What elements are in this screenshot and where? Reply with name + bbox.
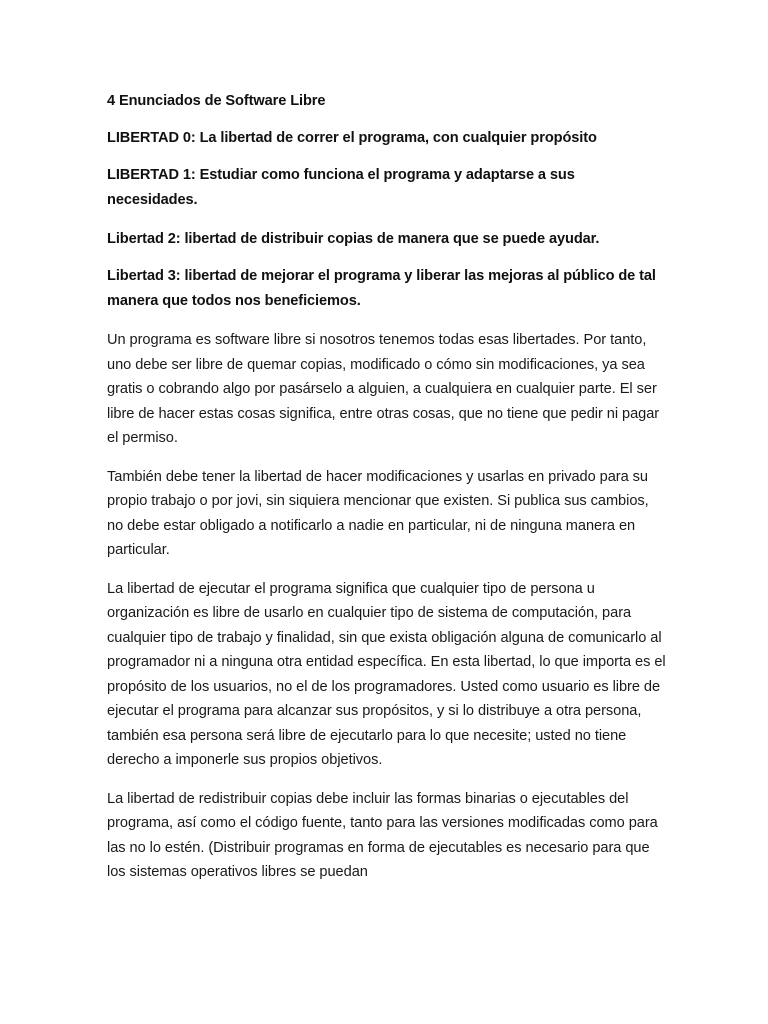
freedom-0: LIBERTAD 0: La libertad de correr el programa, con cualquier propósito bbox=[107, 130, 597, 146]
document-body bbox=[107, 89, 667, 899]
paragraph-execution: La libertad de ejecutar el programa significa que cualquier tipo de persona u organización es libre de usarlo en cualquier tipo de sistema de computación, para cualquier tipo de trabajo y finalidad, sin que exista obligación alguna de comunicarlo al programador ni a ninguna otra entidad específica. En esta libertad, lo que importa es el propósito de los usuarios, no el de los programadores. Usted como usuario es libre de ejecutar el programa para alcanzar sus propósitos, y si lo distribuye a otra persona, también esa persona será libre de ejecutarlo para lo que necesite; usted no tiene derecho a imponerle sus propios objetivos. bbox=[107, 580, 666, 768]
document-title: 4 Enunciados de Software Libre bbox=[107, 93, 326, 109]
paragraph-definition: Un programa es software libre si nosotros tenemos todas esas libertades. Por tanto, uno debe ser libre de quemar copias, modificado o cómo sin modificaciones, ya sea gratis o cobrando algo por pasárselo a alguien, a cualquiera en cualquier parte. El ser libre de hacer estas cosas significa, entre otras cosas, que no tiene que pedir ni pagar el permiso. bbox=[107, 332, 660, 446]
paragraph-redistribution: La libertad de redistribuir copias debe incluir las formas binarias o ejecutables del programa, así como el código fuente, tanto para las versiones modificadas como para las no lo estén. (Distribuir programas en forma de ejecutables es necesario para que los sistemas operativos libres se puedan bbox=[107, 790, 658, 880]
paragraph-modifications: También debe tener la libertad de hacer modificaciones y usarlas en privado para su propio trabajo o por jovi, sin siquiera mencionar que existen. Si publica sus cambios, no debe estar obligado a notificarlo a nadie en particular, ni de ninguna manera en particular. bbox=[107, 468, 649, 558]
freedom-2: Libertad 2: libertad de distribuir copias de manera que se puede ayudar. bbox=[107, 231, 600, 247]
freedom-1: LIBERTAD 1: Estudiar como funciona el programa y adaptarse a sus necesidades. bbox=[107, 167, 575, 208]
freedom-3: Libertad 3: libertad de mejorar el programa y liberar las mejoras al público de tal manera que todos nos beneficiemos. bbox=[107, 268, 656, 309]
